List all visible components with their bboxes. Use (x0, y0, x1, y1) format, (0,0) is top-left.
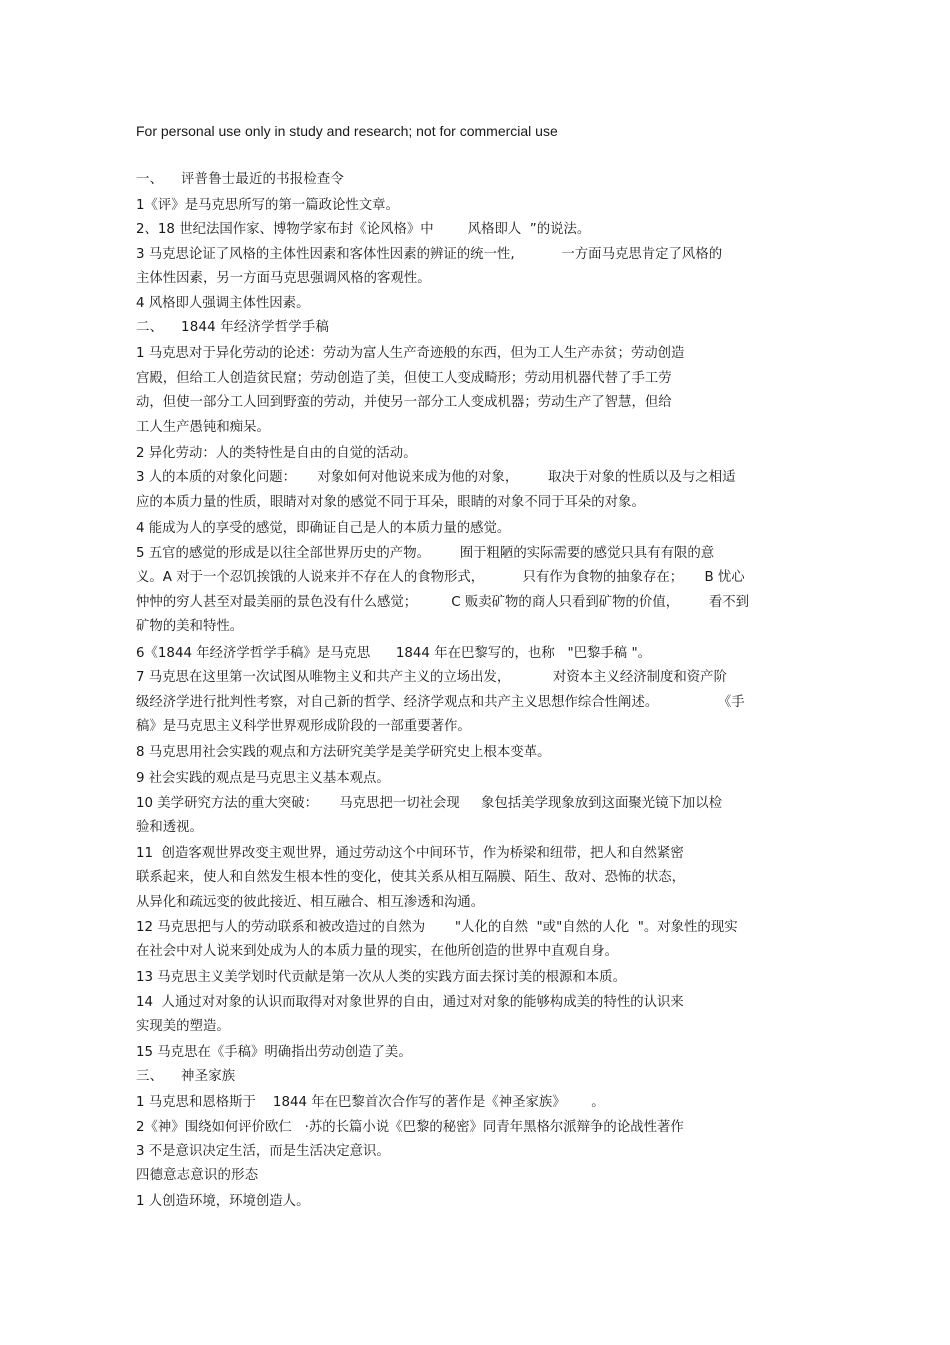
text-line: 实现美的塑造。 (136, 1019, 230, 1034)
text-line: 12 马克思把与人的劳动联系和被改造过的自然为 "人化的自然 "或"自然的人化 "。对象性的现实 (136, 920, 738, 935)
text-line: 4 风格即人强调主体性因素。 (136, 296, 310, 311)
text-line: 8 马克思用社会实践的观点和方法研究美学是美学研究史上根本变革。 (136, 745, 551, 760)
usage-notice: For personal use only in study and research; not for commercial use (136, 123, 558, 139)
text-line: 3 人的本质的对象化问题： 对象如何对他说来成为他的对象， 取决于对象的性质以及与之相适 (136, 470, 736, 485)
text-line: 稿》是马克思主义科学世界观形成阶段的一部重要著作。 (136, 719, 471, 734)
text-line: 宫殿，但给工人创造贫民窟；劳动创造了美，但使工人变成畸形；劳动用机器代替了手工劳 (136, 371, 672, 386)
text-line: 2 异化劳动：人的类特性是自由的自觉的活动。 (136, 446, 417, 461)
text-line: 13 马克思主义美学划时代贡献是第一次从人类的实践方面去探讨美的根源和本质。 (136, 970, 626, 985)
text-line: 1《评》是马克思所写的第一篇政论性文章。 (136, 198, 399, 213)
text-line: 7 马克思在这里第一次试图从唯物主义和共产主义的立场出发， 对资本主义经济制度和资产阶 (136, 670, 727, 685)
text-line: 联系起来，使人和自然发生根本性的变化，使其关系从相互隔膜、陌生、敌对、恐怖的状态， (136, 870, 686, 885)
text-line: 矿物的美和特性。 (136, 619, 244, 634)
text-line: 义。A 对于一个忍饥挨饿的人说来并不存在人的食物形式， 只有作为食物的抽象存在； B 忧心 (136, 570, 745, 585)
text-line: 主体性因素，另一方面马克思强调风格的客观性。 (136, 271, 431, 286)
text-line: 11 创造客观世界改变主观世界，通过劳动这个中间环节，作为桥梁和纽带，把人和自然紧密 (136, 846, 684, 861)
text-line: 1 人创造环境，环境创造人。 (136, 1194, 310, 1209)
text-line: 1 马克思和恩格斯于 1844 年在巴黎首次合作写的著作是《神圣家族》 。 (136, 1095, 605, 1110)
text-line: 在社会中对人说来到处成为人的本质力量的现实，在他所创造的世界中直观自身。 (136, 944, 619, 959)
text-line: 1 马克思对于异化劳动的论述：劳动为富人生产奇迹般的东西，但为工人生产赤贫；劳动创造 (136, 346, 685, 361)
text-line: 14 人通过对对象的认识而取得对对象世界的自由，通过对对象的能够构成美的特性的认识来 (136, 995, 684, 1010)
text-line: 5 五官的感觉的形成是以往全部世界历史的产物。 囿于粗陋的实际需要的感觉只具有有限的意 (136, 546, 715, 561)
text-line: 应的本质力量的性质，眼睛对对象的感觉不同于耳朵，眼睛的对象不同于耳朵的对象。 (136, 495, 645, 510)
text-line: 2、18 世纪法国作家、博物学家布封《论风格》中 风格即人 ”的说法。 (136, 222, 591, 237)
text-line: 从异化和疏远变的彼此接近、相互融合、相互渗透和沟通。 (136, 895, 485, 910)
text-line: 3 马克思论证了风格的主体性因素和客体性因素的辨证的统一性, 一方面马克思肯定了风格的 (136, 247, 723, 262)
text-line: 动，但使一部分工人回到野蛮的劳动，并使另一部分工人变成机器；劳动生产了智慧，但给 (136, 395, 672, 410)
text-line: 15 马克思在《手稿》明确指出劳动创造了美。 (136, 1045, 412, 1060)
text-line: 级经济学进行批判性考察，对自己新的哲学、经济学观点和共产主义思想作综合性阐述。 《手 (136, 695, 745, 710)
section-heading-1: 一、 评普鲁士最近的书报检查令 (136, 172, 345, 187)
text-line: 4 能成为人的享受的感觉，即确证自己是人的本质力量的感觉。 (136, 521, 511, 536)
text-line: 6《1844 年经济学哲学手稿》是马克思 1844 年在巴黎写的，也称 "巴黎手稿 "。 (136, 646, 652, 661)
text-line: 3 不是意识决定生活，而是生活决定意识。 (136, 1144, 390, 1159)
text-line: 9 社会实践的观点是马克思主义基本观点。 (136, 771, 390, 786)
text-line: 10 美学研究方法的重大突破： 马克思把一切社会现 象包括美学现象放到这面聚光镜下加以检 (136, 796, 723, 811)
text-line: 2《神》围绕如何评价欧仁 ·苏的长篇小说《巴黎的秘密》同青年黑格尔派辩争的论战性著作 (136, 1120, 684, 1135)
section-heading-4: 四德意志意识的形态 (136, 1168, 259, 1183)
text-line: 工人生产愚钝和痴呆。 (136, 420, 270, 435)
section-heading-2: 二、 1844 年经济学哲学手稿 (136, 320, 330, 335)
section-heading-3: 三、 神圣家族 (136, 1069, 236, 1084)
text-line: 忡忡的穷人甚至对最美丽的景色没有什么感觉； C 贩卖矿物的商人只看到矿物的价值， 看不到 (136, 595, 750, 610)
text-line: 验和透视。 (136, 820, 203, 835)
